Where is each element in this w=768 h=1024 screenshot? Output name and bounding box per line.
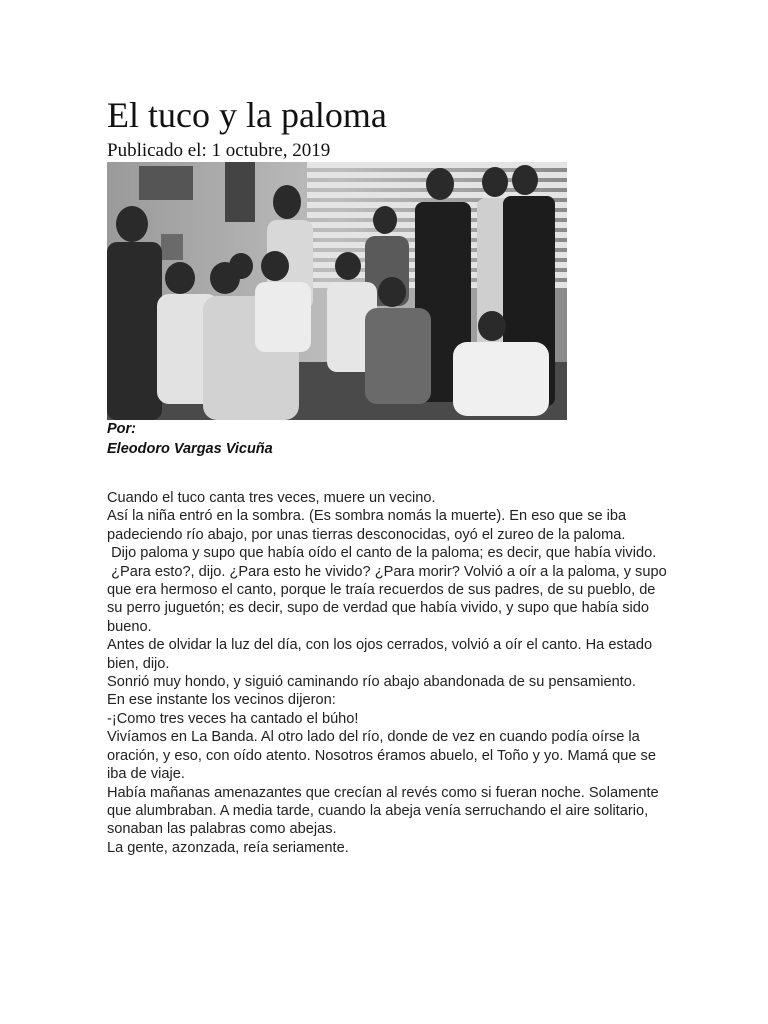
byline-label: Por: <box>107 421 136 437</box>
paragraph: ¿Para esto?, dijo. ¿Para esto he vivido? ¿Para morir? Volvió a oír a la paloma, y supo que era hermoso el canto, porque le traía recuerdos de sus padres, de su pueblo, de su perro juguetón; es decir, supo de verdad que había vivido, y supo que había sido bueno. <box>107 563 671 635</box>
paragraph: Vivíamos en La Banda. Al otro lado del río, donde de vez en cuando podía oírse la oración, y eso, con oído atento. Nosotros éramos abuelo, el Toño y yo. Mamá que se iba de viaje. <box>107 729 660 783</box>
paragraph: Cuando el tuco canta tres veces, muere un vecino. <box>107 490 436 506</box>
paragraph: En ese instante los vecinos dijeron: <box>107 692 336 709</box>
paragraph: Sonrió muy hondo, y siguió caminando río abajo abandonada de su pensamiento. <box>107 674 636 691</box>
paragraph: Dijo paloma y supo que había oído el canto de la paloma; es decir, que había vivido. <box>107 545 657 562</box>
paragraph: Había mañanas amenazantes que crecían al revés como si fueran noche. Solamente que alumbraban. A media tarde, cuando la abeja venía serruchando el aire solitario, sonaban las palabras como abejas. <box>107 784 663 838</box>
paragraph: Así la niña entró en la sombra. (Es sombra nomás la muerte). En eso que se iba padeciendo río abajo, por unas tierras desconocidas, oyó el zureo de la paloma. <box>107 508 631 543</box>
article-title: El tuco y la paloma <box>107 95 387 135</box>
byline <box>107 419 273 459</box>
byline-author: Eleodoro Vargas Vicuña <box>107 441 273 457</box>
paragraph: La gente, azonzada, reía seriamente. <box>107 839 349 856</box>
paragraph: Antes de olvidar la luz del día, con los ojos cerrados, volvió a oír el canto. Ha estado bien, dijo. <box>107 637 657 672</box>
article-body <box>107 489 671 857</box>
paragraph: -¡Como tres veces ha cantado el búho! <box>107 710 359 727</box>
article-photo <box>107 162 567 420</box>
photo-image <box>107 162 567 420</box>
publish-date: Publicado el: 1 octubre, 2019 <box>107 140 331 161</box>
